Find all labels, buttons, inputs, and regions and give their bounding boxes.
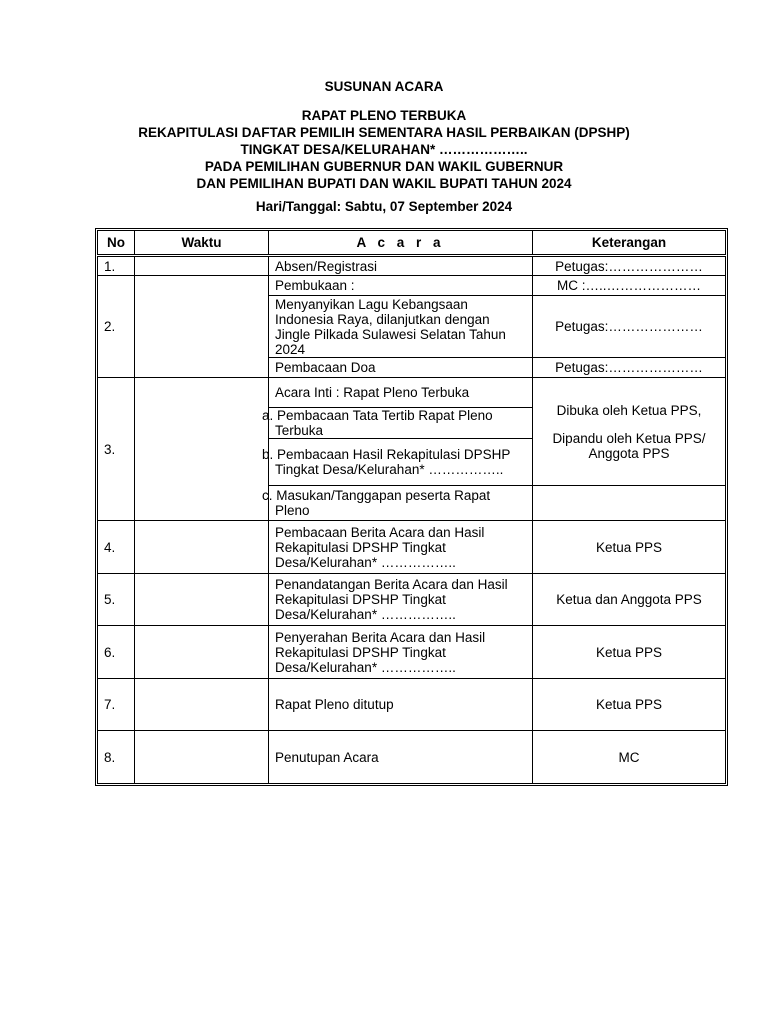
table-row <box>98 378 726 408</box>
cell-acara: b. Pembacaan Hasil Rekapitulasi DPSHP Tingkat Desa/Kelurahan* …………….. <box>269 439 533 486</box>
cell-no: 3. <box>98 378 135 521</box>
cell-no: 6. <box>98 626 135 679</box>
cell-no: 8. <box>98 731 135 784</box>
cell-waktu <box>135 574 269 626</box>
cell-acara: Penandatangan Berita Acara dan Hasil Rekapitulasi DPSHP Tingkat Desa/Kelurahan* …………….. <box>269 574 533 626</box>
cell-waktu <box>135 276 269 378</box>
cell-keterangan: MC :…..………………… <box>533 276 726 296</box>
cell-keterangan <box>533 378 726 486</box>
table-row <box>98 256 726 276</box>
cell-keterangan: Petugas:………………… <box>533 256 726 276</box>
cell-acara: c. Masukan/Tanggapan peserta Rapat Pleno <box>269 486 533 521</box>
cell-no: 4. <box>98 521 135 574</box>
cell-no: 5. <box>98 574 135 626</box>
title-line: SUSUNAN ACARA <box>324 79 444 94</box>
header-acara: A c a r a <box>269 231 533 256</box>
cell-keterangan <box>533 486 726 521</box>
cell-acara: Acara Inti : Rapat Pleno Terbuka <box>269 378 533 408</box>
cell-acara: Pembukaan : <box>269 276 533 296</box>
table-header-row <box>98 231 726 256</box>
keterangan-line: Dibuka oleh Ketua PPS, <box>556 402 702 418</box>
cell-keterangan: Ketua PPS <box>533 626 726 679</box>
cell-no: 2. <box>98 276 135 378</box>
table-row <box>98 731 726 784</box>
subtitle-line-4: PADA PEMILIHAN GUBERNUR DAN WAKIL GUBERNUR <box>204 159 564 174</box>
cell-acara: Menyanyikan Lagu Kebangsaan Indonesia Raya, dilanjutkan dengan Jingle Pilkada Sulawesi Selatan Tahun 2024 <box>269 296 533 358</box>
cell-waktu <box>135 521 269 574</box>
table-row <box>98 521 726 574</box>
cell-keterangan: Ketua dan Anggota PPS <box>533 574 726 626</box>
event-date: Hari/Tanggal: Sabtu, 07 September 2024 <box>255 199 513 214</box>
document-subtitle <box>0 107 768 192</box>
cell-keterangan: Petugas:………………… <box>533 296 726 358</box>
header-keterangan: Keterangan <box>533 231 726 256</box>
cell-acara: Pembacaan Doa <box>269 358 533 378</box>
table-row <box>98 574 726 626</box>
subtitle-line-3: TINGKAT DESA/KELURAHAN* ……………….. <box>240 142 528 157</box>
cell-acara: Penutupan Acara <box>269 731 533 784</box>
agenda-table <box>97 230 726 784</box>
table-row <box>98 276 726 296</box>
cell-keterangan: Petugas:………………… <box>533 358 726 378</box>
header-waktu: Waktu <box>135 231 269 256</box>
cell-acara: Pembacaan Berita Acara dan Hasil Rekapitulasi DPSHP Tingkat Desa/Kelurahan* …………….. <box>269 521 533 574</box>
cell-keterangan: Ketua PPS <box>533 679 726 731</box>
subtitle-line-5: DAN PEMILIHAN BUPATI DAN WAKIL BUPATI TAHUN 2024 <box>196 176 572 191</box>
keterangan-line: Dipandu oleh Ketua PPS/ Anggota PPS <box>552 430 706 461</box>
subtitle-line-2: REKAPITULASI DAFTAR PEMILIH SEMENTARA HASIL PERBAIKAN (DPSHP) <box>138 125 630 140</box>
cell-acara: Penyerahan Berita Acara dan Hasil Rekapitulasi DPSHP Tingkat Desa/Kelurahan* …………….. <box>269 626 533 679</box>
cell-no: 1. <box>98 256 135 276</box>
cell-no: 7. <box>98 679 135 731</box>
cell-waktu <box>135 256 269 276</box>
table-row <box>98 626 726 679</box>
cell-keterangan: MC <box>533 731 726 784</box>
subtitle-line-1: RAPAT PLENO TERBUKA <box>301 108 467 123</box>
header-no: No <box>98 231 135 256</box>
document-title <box>0 79 768 94</box>
cell-waktu <box>135 378 269 521</box>
cell-waktu <box>135 679 269 731</box>
cell-keterangan: Ketua PPS <box>533 521 726 574</box>
table-row <box>98 679 726 731</box>
cell-acara: Rapat Pleno ditutup <box>269 679 533 731</box>
cell-acara: Absen/Registrasi <box>269 256 533 276</box>
cell-acara: a. Pembacaan Tata Tertib Rapat Pleno Terbuka <box>269 408 533 439</box>
cell-waktu <box>135 626 269 679</box>
cell-waktu <box>135 731 269 784</box>
